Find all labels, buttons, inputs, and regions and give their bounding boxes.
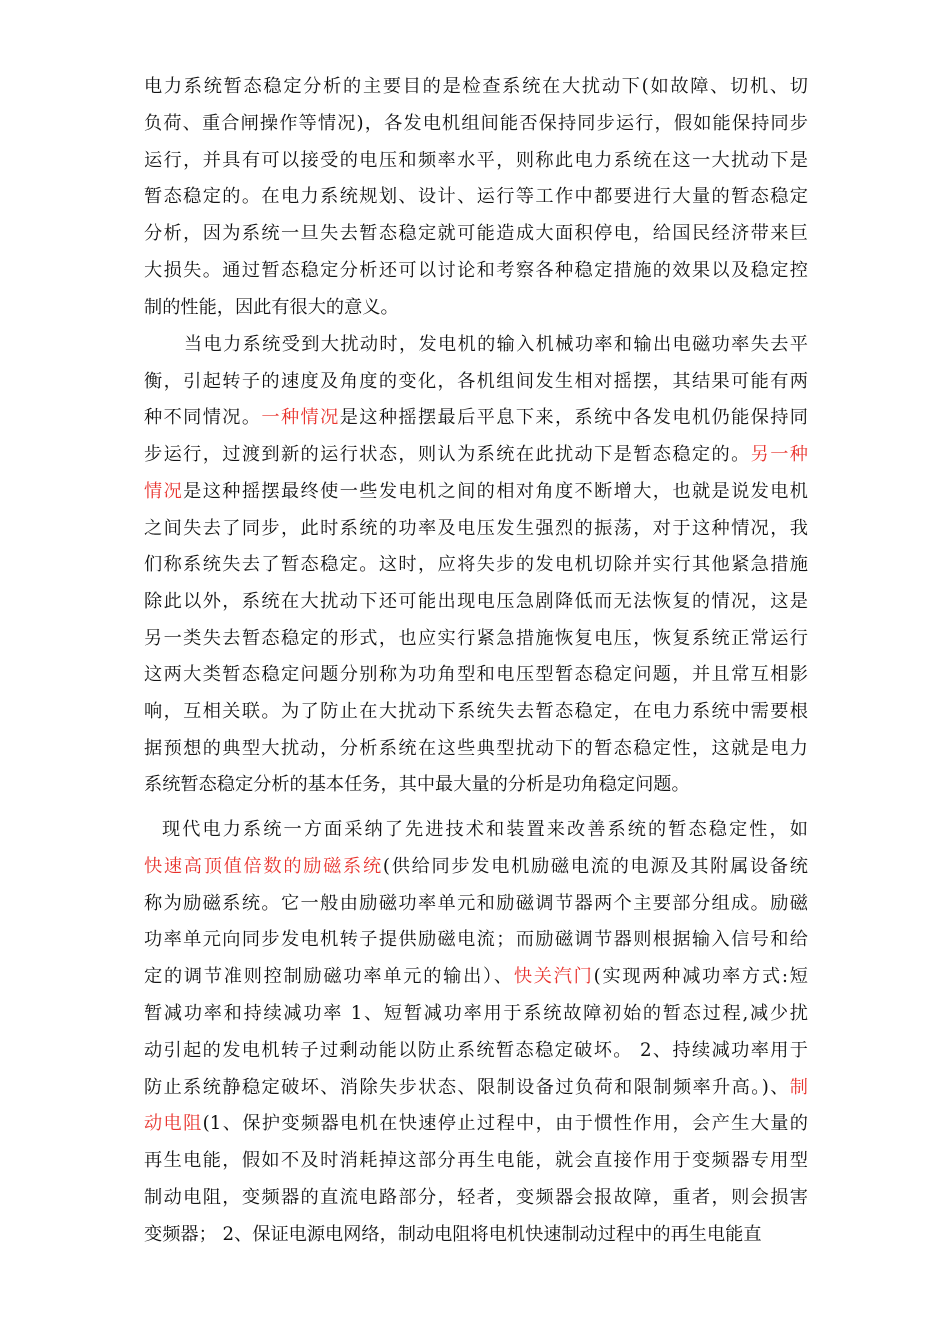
text-line — [144, 440, 808, 470]
text-line — [144, 109, 808, 139]
text-line — [144, 477, 808, 507]
text-span: 大损失。通过暂态稳定分析还可以讨论和考察各种稳定措施的效果以及稳定控 — [144, 260, 808, 281]
text-line — [144, 293, 808, 323]
text-span: 防止系统静稳定破坏、消除失步状态、限制设备过负荷和限制频率升高。)、 — [144, 1076, 790, 1098]
text-line — [144, 889, 808, 919]
text-line — [144, 1073, 808, 1103]
text-span: 衡，引起转子的速度及角度的变化，各机组间发生相对摇摆，其结果可能有两 — [144, 370, 808, 392]
text-line — [144, 182, 808, 212]
text-line — [144, 852, 808, 882]
text-span: 据预想的典型大扰动，分析系统在这些典型扰动下的暂态稳定性，这就是电力 — [144, 737, 808, 759]
text-line — [162, 815, 808, 845]
text-span: 种不同情况。 — [144, 407, 262, 429]
highlighted-term: 情况 — [144, 480, 184, 502]
text-line — [144, 587, 808, 617]
highlighted-term: 动电阻 — [144, 1113, 203, 1135]
text-span: 之间失去了同步，此时系统的功率及电压发生强烈的振荡，对于这种情况，我 — [144, 517, 808, 539]
highlighted-term: 一种情况 — [261, 407, 340, 429]
text-line — [144, 146, 808, 176]
text-line — [144, 624, 808, 654]
text-line — [144, 1146, 808, 1176]
text-span: 当电力系统受到大扰动时，发电机的输入机械功率和输出电磁功率失去平 — [184, 334, 808, 355]
highlighted-term: 另一种 — [750, 444, 808, 466]
text-line — [184, 330, 808, 360]
text-line — [144, 697, 808, 727]
text-line — [144, 403, 808, 433]
text-span: 步运行，过渡到新的运行状态，则认为系统在此扰动下是暂态稳定的。 — [144, 444, 751, 466]
text-span: 动引起的发电机转子过剩动能以防止系统暂态稳定破坏。 2、持续减功率用于 — [144, 1039, 808, 1061]
text-span: 运行，并具有可以接受的电压和频率水平，则称此电力系统在这一大扰动下是 — [144, 149, 808, 171]
text-line — [144, 925, 808, 955]
text-span: 制动电阻，变频器的直流电路部分，轻者，变频器会报故障，重者，则会损害 — [144, 1187, 808, 1208]
highlighted-term: 快关汽门 — [513, 966, 594, 988]
text-span: 这两大类暂态稳定问题分别称为功角型和电压型暂态稳定问题，并且常互相影 — [144, 664, 808, 686]
text-span: 功率单元向同步发电机转子提供励磁电流；而励磁调节器则根据输入信号和给 — [144, 929, 808, 951]
text-span: 现代电力系统一方面采纳了先进技术和装置来改善系统的暂态稳定性，如 — [162, 819, 808, 840]
text-span: 系统暂态稳定分析的基本任务，其中最大量的分析是功角稳定问题。 — [144, 774, 690, 796]
text-span: 称为励磁系统。它一般由励磁功率单元和励磁调节器两个主要部分组成。励磁 — [144, 892, 808, 914]
text-span: 暂态稳定的。在电力系统规划、设计、运行等工作中都要进行大量的暂态稳定 — [144, 186, 808, 208]
text-span: 暂减功率和持续减功率 1、短暂减功率用于系统故障初始的暂态过程,减少扰 — [144, 1003, 808, 1024]
text-span: 分析，因为系统一旦失去暂态稳定就可能造成大面积停电，给国民经济带来巨 — [144, 223, 808, 245]
text-span: 响，互相关联。为了防止在大扰动下系统失去暂态稳定，在电力系统中需要根 — [144, 701, 808, 722]
text-span: 们称系统失去了暂态稳定。这时，应将失步的发电机切除并实行其他紧急措施 — [144, 554, 808, 576]
text-span: 再生电能，假如不及时消耗掉这部分再生电能，就会直接作用于变频器专用型 — [144, 1150, 808, 1172]
text-line — [144, 1109, 808, 1139]
text-span: 另一类失去暂态稳定的形式，也应实行紧急措施恢复电压，恢复系统正常运行 — [144, 627, 808, 649]
text-span: 负荷、重合闸操作等情况)，各发电机组间能否保持同步运行，假如能保持同步 — [144, 112, 808, 134]
text-line — [144, 367, 808, 397]
text-line — [144, 219, 808, 249]
text-span: 制的性能，因此有很大的意义。 — [144, 296, 399, 318]
text-span: 电力系统暂态稳定分析的主要目的是检查系统在大扰动下(如故障、切机、切 — [144, 76, 808, 97]
text-line — [144, 72, 808, 102]
text-line — [144, 1220, 808, 1250]
text-line — [144, 734, 808, 764]
highlighted-term: 快速高顶值倍数的励磁系统 — [144, 855, 383, 877]
text-line — [144, 962, 808, 992]
text-line — [144, 1183, 808, 1213]
text-span: (实现两种减功率方式:短 — [593, 966, 808, 988]
text-span: 定的调节准则控制励磁功率单元的输出）、 — [144, 966, 514, 988]
text-line — [144, 550, 808, 580]
text-line — [144, 770, 808, 800]
text-line — [144, 999, 808, 1029]
highlighted-term: 制 — [789, 1076, 808, 1098]
text-span: (1、保护变频器电机在快速停止过程中，由于惯性作用，会产生大量的 — [202, 1113, 808, 1135]
text-span: 是这种摇摆最终使一些发电机之间的相对角度不断增大，也就是说发电机 — [183, 480, 808, 502]
text-line — [144, 660, 808, 690]
text-line — [144, 256, 808, 286]
text-line — [144, 1036, 808, 1066]
text-span: 除此以外，系统在大扰动下还可能出现电压急剧降低而无法恢复的情况，这是 — [144, 590, 808, 612]
text-span: 是这种摇摆最后平息下来，系统中各发电机仍能保持同 — [339, 407, 808, 429]
text-line — [144, 514, 808, 544]
text-span: 变频器； 2、保证电源电网络，制动电阻将电机快速制动过程中的再生电能直 — [144, 1223, 762, 1245]
text-span: (供给同步发电机励磁电流的电源及其附属设备统 — [382, 855, 808, 877]
